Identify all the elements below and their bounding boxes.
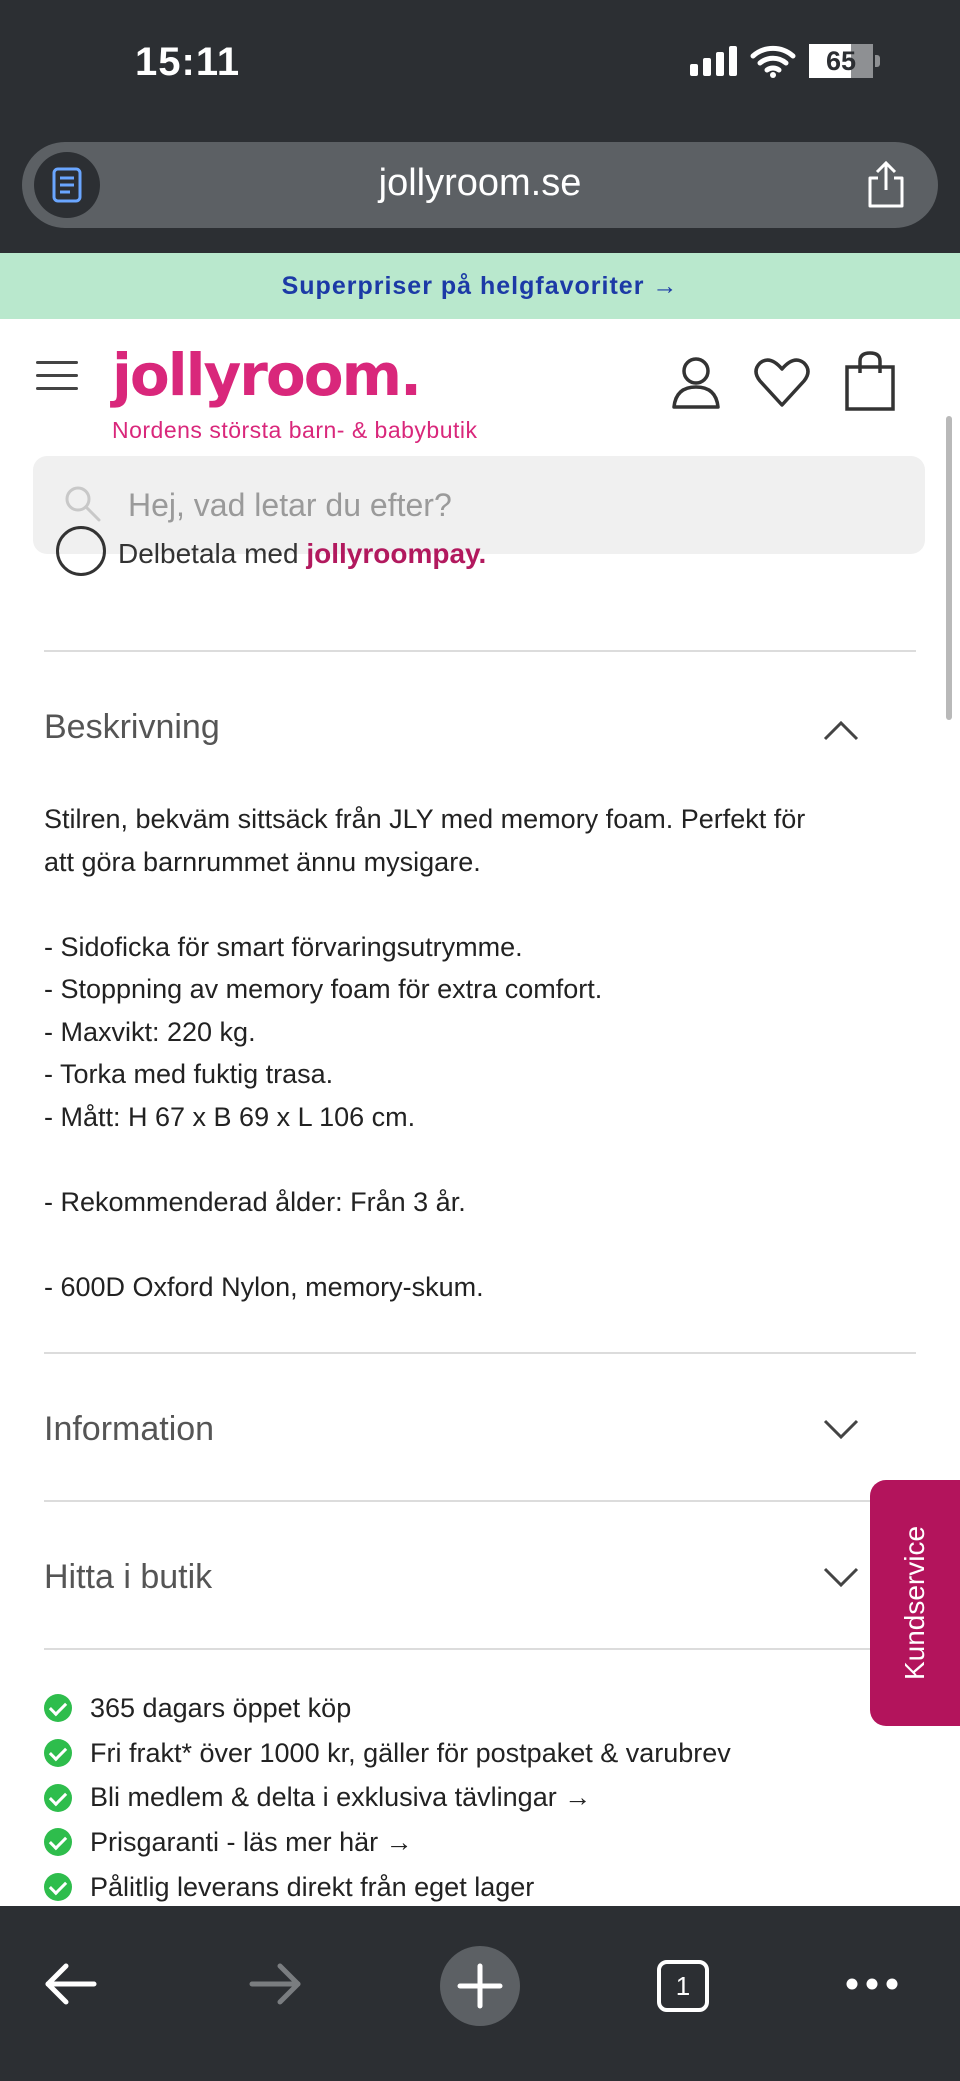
promo-banner[interactable] (0, 253, 960, 319)
promo-text[interactable]: Superpriser på helgfavoriter → (281, 271, 679, 300)
feature-item: - Torka med fuktig trasa. (44, 1059, 334, 1089)
more-options-icon[interactable] (846, 1954, 898, 2014)
accordion-title-find-in-store[interactable]: Hitta i butik (44, 1558, 213, 1596)
divider (44, 1648, 916, 1650)
plus-icon (458, 1964, 502, 2008)
back-arrow-icon[interactable] (40, 1954, 100, 2014)
feature-item: - Stoppning av memory foam för extra comfort. (44, 974, 603, 1004)
wifi-icon (751, 44, 795, 78)
usp-item: Fri frakt* över 1000 kr, gäller för postpaket & varubrev (44, 1731, 864, 1776)
forward-arrow-icon[interactable] (246, 1954, 306, 2014)
description-intro-line: Stilren, bekväm sittsäck från JLY med memory foam. Perfekt för (44, 804, 806, 834)
tabs-button[interactable]: 1 (657, 1960, 709, 2012)
url-text[interactable]: jollyroom.se (378, 162, 582, 204)
site-header (0, 319, 960, 449)
feature-item: - Maxvikt: 220 kg. (44, 1016, 256, 1047)
usp-item: 365 dagars öppet köp (44, 1686, 864, 1731)
new-tab-button[interactable] (440, 1946, 520, 2026)
address-bar[interactable] (22, 142, 938, 228)
divider (44, 1352, 916, 1354)
usp-item: Pålitlig leverans direkt från eget lager (44, 1865, 864, 1910)
battery-icon (809, 44, 873, 78)
accordion-title-description[interactable]: Beskrivning (44, 708, 220, 746)
share-icon[interactable] (864, 160, 908, 210)
battery-level: 65 (825, 45, 857, 76)
usp-item-link[interactable]: Bli medlem & delta i exklusiva tävlingar → (44, 1775, 864, 1820)
material-text: - 600D Oxford Nylon, memory-skum. (44, 1271, 484, 1302)
divider (44, 650, 916, 652)
search-input[interactable] (128, 480, 888, 530)
tagline: Nordens största barn- & babybutik (112, 417, 478, 443)
scrollbar[interactable] (946, 416, 952, 720)
description-intro-line: att göra barnrummet ännu mysigare. (44, 846, 481, 877)
accordion-title-information[interactable]: Information (44, 1410, 215, 1448)
browser-toolbar (0, 1906, 960, 2081)
status-time: 15:11 (135, 40, 241, 84)
logo[interactable]: jollyroom. (112, 341, 421, 409)
chevron-down-icon[interactable] (822, 1566, 860, 1590)
chevron-down-icon[interactable] (822, 1418, 860, 1442)
age-recommendation: - Rekommenderad ålder: Från 3 år. (44, 1186, 466, 1217)
jollyroompay-logo: jollyroompay. (306, 538, 487, 569)
usp-item-link[interactable]: Prisgaranti - läs mer här → (44, 1820, 864, 1865)
divider (44, 1500, 916, 1502)
search-icon (63, 484, 103, 524)
heart-icon[interactable] (752, 351, 812, 411)
usp-list (44, 1686, 864, 1909)
check-icon (44, 1828, 72, 1856)
feature-item: - Sidoficka för smart förvaringsutrymme. (44, 931, 523, 962)
battery-nub (875, 55, 880, 67)
menu-icon[interactable] (36, 361, 78, 393)
check-icon (44, 1873, 72, 1901)
chevron-up-icon[interactable] (822, 718, 860, 742)
cellular-signal-icon (690, 46, 737, 76)
partial-payment-row (44, 538, 904, 594)
check-icon (44, 1784, 72, 1812)
shopping-bag-icon[interactable] (842, 349, 898, 413)
description-text (44, 798, 894, 1308)
customer-service-tab[interactable] (870, 1480, 960, 1726)
info-icon (56, 526, 106, 576)
browser-chrome (0, 0, 960, 253)
customer-service-label[interactable]: Kundservice (899, 1525, 930, 1681)
status-icons (690, 44, 880, 78)
feature-item: - Mått: H 67 x B 69 x L 106 cm. (44, 1101, 416, 1132)
partial-row-text: Delbetala med (118, 538, 299, 569)
account-icon[interactable] (666, 351, 726, 411)
check-icon (44, 1694, 72, 1722)
check-icon (44, 1739, 72, 1767)
